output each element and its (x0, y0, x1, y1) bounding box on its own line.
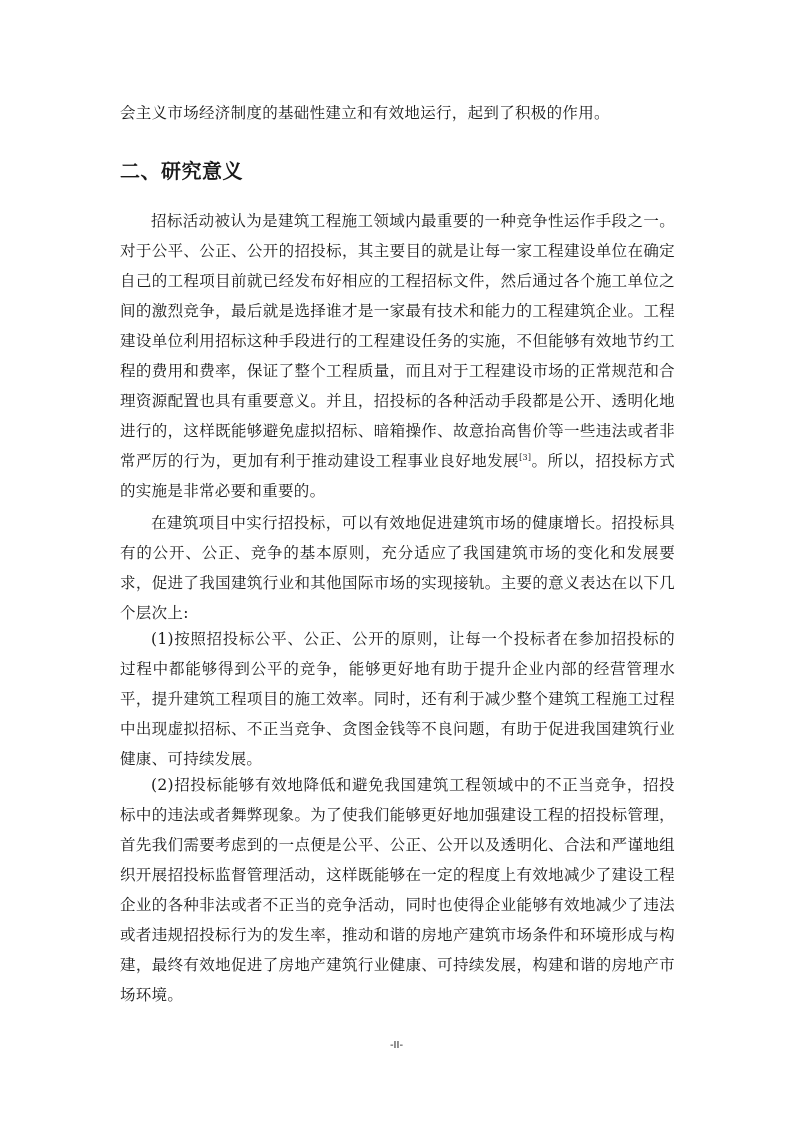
paragraph-text: 。所以，招投标方式的实施是非常必要和重要的。 (120, 452, 675, 500)
citation-marker[interactable]: [3] (519, 452, 532, 462)
section-heading: 二、研究意义 (120, 159, 243, 183)
paragraph-point-2: (2)招投标能够有效地降低和避免我国建筑工程领域中的不正当竞争，招投标中的违法或者舞弊现象。为了使我们能够更好地加强建设工程的招投标管理，首先我们需要考虑到的一点便是公平、公正、公开以及透明化、合法和严谨地组织开展招投标监督管理活动，这样既能够在一定的程度上有效地减少了建设工程企业的各种非法或者不正当的竞争活动，同时也使得企业能够有效地减少了违法或者违规招投标行为的发生率，推动和谐的房地产建筑市场条件和环境形成与构建，最终有效地促进了房地产建筑行业健康、可持续发展，构建和谐的房地产市场环境。 (120, 776, 675, 1004)
paragraph-significance-2: 在建筑项目中实行招投标，可以有效地促进建筑市场的健康增长。招投标具有的公开、公正、竞争的基本原则，充分适应了我国建筑市场的变化和发展要求，促进了我国建筑行业和其他国际市场的实现接轨。主要的意义表达在以下几个层次上: (120, 514, 675, 622)
carry-over-paragraph: 会主义市场经济制度的基础性建立和有效地运行，起到了积极的作用。 (120, 104, 610, 122)
paragraph-point-1: (1)按照招投标公平、公正、公开的原则，让每一个投标者在参加招投标的过程中都能够得到公平的竞争，能够更好地有助于提升企业内部的经营管理水平，提升建筑工程项目的施工效率。同时，还有利于减少整个建筑工程施工过程中出现虚拟招标、不正当竞争、贪图金钱等不良问题，有助于促进我国建筑行业健康、可持续发展。 (120, 630, 675, 768)
paragraph-significance-1 (120, 206, 675, 506)
paragraph-text: 招标活动被认为是建筑工程施工领域内最重要的一种竞争性运作手段之一。对于公平、公正、公开的招投标，其主要目的就是让每一家工程建设单位在确定自己的工程项目前就已经发布好相应的工程招标文件，然后通过各个施工单位之间的激烈竞争，最后就是选择谁才是一家最有技术和能力的工程建筑企业。工程建设单位利用招标这种手段进行的工程建设任务的实施，不但能够有效地节约工程的费用和费率，保证了整个工程质量，而且对于工程建设市场的正常规范和合理资源配置也具有重要意义。并且，招投标的各种活动手段都是公开、透明化地进行的，这样既能够避免虚拟招标、暗箱操作、故意抬高售价等一些违法或者非常严厉的行为，更加有利于推动建设工程事业良好地发展 (120, 212, 675, 470)
page-number: -II- (389, 1040, 404, 1051)
